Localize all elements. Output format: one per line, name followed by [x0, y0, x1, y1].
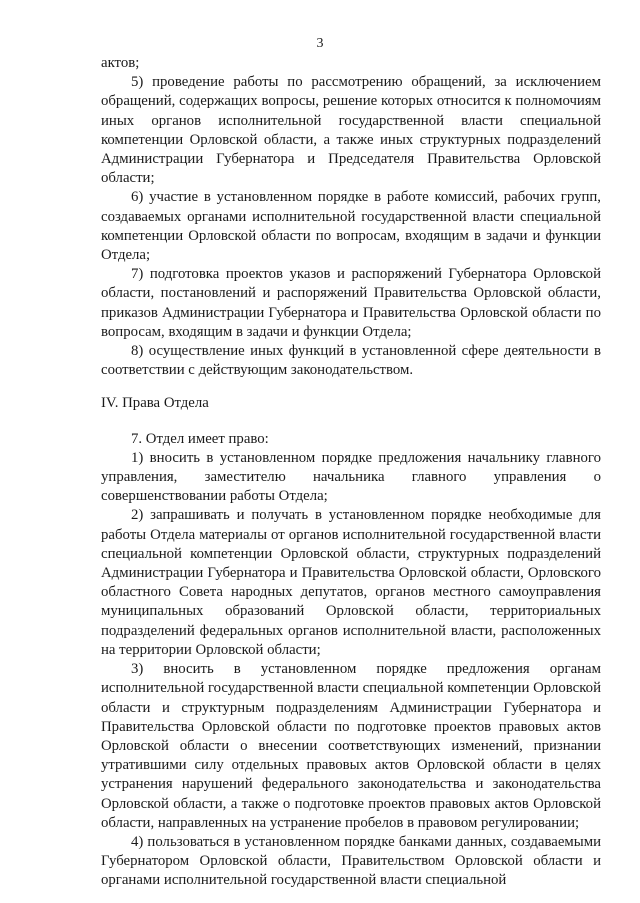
paragraph-right-1: 1) вносить в установленном порядке предложения начальнику главного управления, заместителю начальника главного управления о совершенствовании работы Отдела;: [101, 449, 601, 505]
paragraph-item-8: 8) осуществление иных функций в установленной сфере деятельности в соответствии с действующим законодательством.: [101, 343, 601, 379]
paragraph-right-2: 2) запрашивать и получать в установленном порядке необходимые для работы Отдела материалы от органов исполнительной государственной власти специальной компетенции Орловской области, структурных подразделений Администрации Губернатора и Правительства Орловской области, Орловского областного Совета народных депутатов, органов местного самоуправления муниципальных образований Орловской области, территориальных подразделений федеральных органов исполнительной власти, расположенных на территории Орловской области;: [101, 507, 601, 658]
document-body: [101, 54, 601, 891]
paragraph-right-4: 4) пользоваться в установленном порядке банками данных, создаваемыми Губернатором Орловской области, Правительством Орловской области и органами исполнительной государственной власти специальной: [101, 833, 601, 889]
section-heading: IV. Права Отдела: [101, 395, 209, 412]
paragraph-right-3: 3) вносить в установленном порядке предложения органам исполнительной государственной власти специальной компетенции Орловской области и структурным подразделениям Администрации Губернатора и Правительства Орловской области по подготовке проектов правовых актов Орловской области о внесении соответствующих изменений, признании утратившими силу отдельных правовых актов Орловской области в целях устранения нарушений федерального законодательства и законодательства Орловской области, а также о подготовке проектов правовых актов Орловской области, направленных на устранение пробелов в правовом регулировании;: [101, 661, 601, 831]
paragraph-clause-7: 7. Отдел имеет право:: [131, 430, 269, 447]
paragraph-continuation: актов;: [101, 55, 140, 71]
page-number: 3: [316, 36, 324, 51]
paragraph-item-5: 5) проведение работы по рассмотрению обращений, за исключением обращений, содержащих вопросы, решение которых относится к полномочиям иных органов исполнительной государственной власти специальной компетенции Орловской области, а также иных структурных подразделений Администрации Губернатора и Председателя Правительства Орловской области;: [101, 74, 601, 187]
paragraph-item-7: 7) подготовка проектов указов и распоряжений Губернатора Орловской области, постановлений и распоряжений Правительства Орловской области, приказов Администрации Губернатора и Правительства Орловской области по вопросам, входящим в задачи и функции Отдела;: [101, 266, 601, 340]
paragraph-item-6: 6) участие в установленном порядке в работе комиссий, рабочих групп, создаваемых органами исполнительной государственной власти специальной компетенции Орловской области по вопросам, входящим в задачи и функции Отдела;: [101, 189, 601, 264]
